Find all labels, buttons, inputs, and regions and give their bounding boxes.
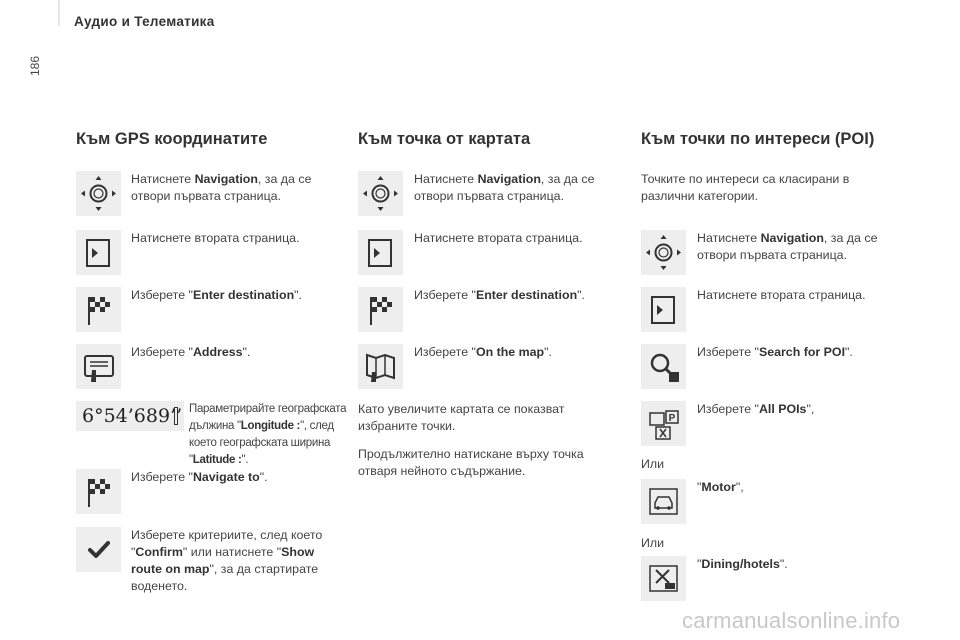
navigation-icon — [76, 171, 121, 216]
gps-step-1: Натиснете Navigation, за да се отвори първата страница. — [131, 172, 312, 203]
text-cursor-icon — [174, 407, 178, 425]
next-page-icon — [358, 230, 403, 275]
map-paragraph-1: Като увеличите картата се показват избраните точки. — [358, 402, 565, 433]
gps-step-5: Параметрирайте географската дължина "Longitude :", след което географската ширина "Latitude :". — [189, 403, 347, 466]
checkered-flag-icon — [76, 287, 121, 332]
coordinate-display: 6°54’689’’ — [76, 401, 184, 431]
gps-step-2: Натиснете втората страница. — [131, 231, 300, 245]
page-number: 186 — [28, 55, 42, 76]
or-label-2: Или — [641, 536, 665, 550]
header-divider — [58, 0, 60, 26]
or-label-1: Или — [641, 457, 665, 471]
gps-step-7: Изберете критериите, след което "Confirm" или натиснете "Show route on map", за да стартирате воденето. — [131, 528, 323, 593]
poi-intro: Точките по интереси са класирани в различни категории. — [641, 172, 850, 203]
poi-step-6: "Dining/hotels". — [697, 557, 788, 571]
svg-text:P: P — [668, 413, 676, 424]
navigation-icon — [641, 230, 686, 275]
gps-step-6: Изберете "Navigate to". — [131, 470, 268, 484]
page-header: Аудио и Телематика — [74, 14, 215, 29]
section-title-poi: Към точки по интереси (POI) — [641, 130, 875, 148]
motor-icon — [641, 479, 686, 524]
checkmark-icon — [76, 527, 121, 572]
map-step-4: Изберете "On the map". — [414, 345, 552, 359]
map-step-2: Натиснете втората страница. — [414, 231, 583, 245]
next-page-icon — [76, 230, 121, 275]
map-step-3: Изберете "Enter destination". — [414, 288, 585, 302]
poi-step-4: Изберете "All POIs", — [697, 402, 815, 416]
checkered-flag-icon — [358, 287, 403, 332]
next-page-icon — [641, 287, 686, 332]
poi-step-1: Натиснете Navigation, за да се отвори първата страница. — [697, 231, 878, 262]
address-icon — [76, 344, 121, 389]
poi-step-2: Натиснете втората страница. — [697, 288, 866, 302]
map-icon — [358, 344, 403, 389]
all-pois-icon — [641, 401, 686, 446]
gps-step-3: Изберете "Enter destination". — [131, 288, 302, 302]
watermark: carmanualsonline.info — [682, 608, 901, 633]
poi-step-5: "Motor", — [697, 480, 744, 494]
navigation-icon — [358, 171, 403, 216]
section-title-gps: Към GPS координатите — [76, 130, 268, 148]
poi-step-3: Изберете "Search for POI". — [697, 345, 853, 359]
section-title-map: Към точка от картата — [358, 130, 531, 148]
map-step-1: Натиснете Navigation, за да се отвори първата страница. — [414, 172, 595, 203]
map-paragraph-2: Продължително натискане върху точка отваря нейното съдържание. — [358, 447, 584, 478]
search-poi-icon — [641, 344, 686, 389]
dining-hotels-icon — [641, 556, 686, 601]
gps-step-4: Изберете "Address". — [131, 345, 251, 359]
navigate-to-flag-icon — [76, 469, 121, 514]
